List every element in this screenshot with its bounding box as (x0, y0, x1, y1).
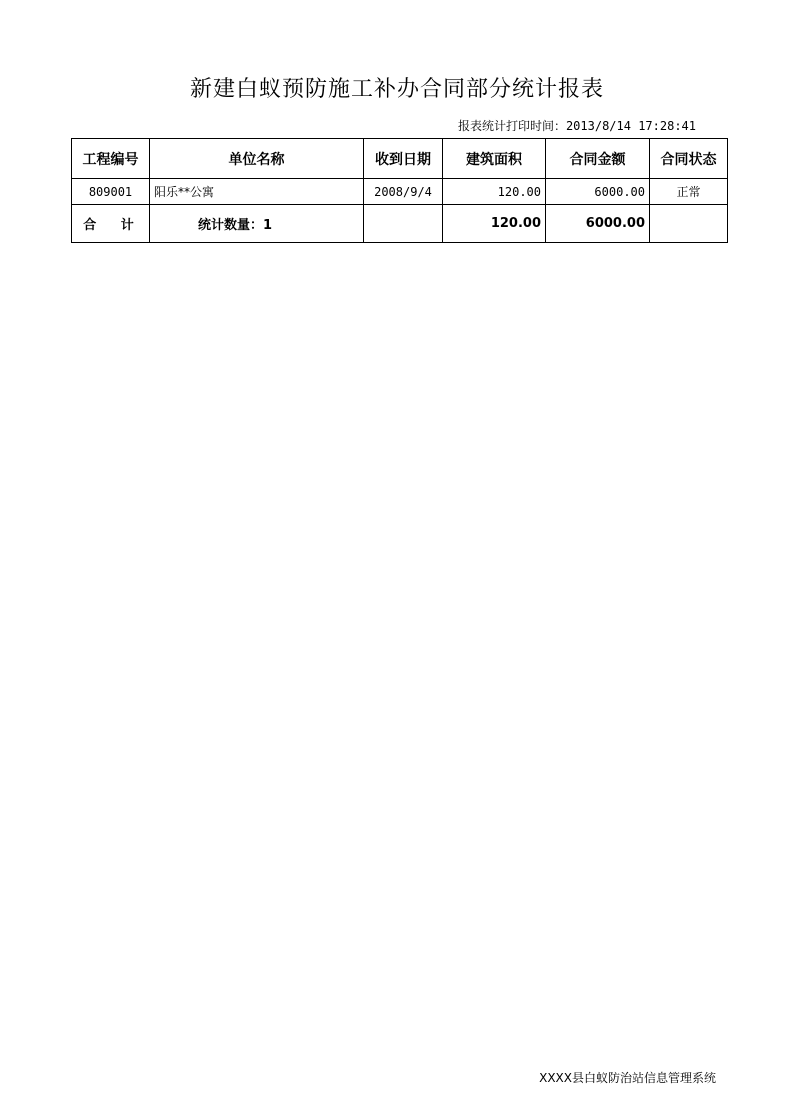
total-row (72, 205, 728, 243)
report-title: 新建白蚁预防施工补办合同部分统计报表 (189, 77, 604, 102)
print-timestamp: 报表统计打印时间：2013/8/14 17:28:41 (457, 119, 696, 133)
total-area: 120.00 (443, 205, 546, 243)
total-status-empty-cell (650, 205, 728, 243)
header-unit-name: 单位名称 (150, 139, 364, 179)
footer-system-name: XXXX县白蚁防治站信息管理系统 (539, 1071, 716, 1085)
cell-building-area: 120.00 (443, 179, 546, 205)
table-row (72, 179, 728, 205)
table-header-row (72, 139, 728, 179)
header-building-area: 建筑面积 (443, 139, 546, 179)
cell-received-date: 2008/9/4 (364, 179, 443, 205)
header-project-no: 工程编号 (72, 139, 150, 179)
cell-unit-name: 阳乐**公寓 (150, 179, 364, 205)
total-label: 合 计 (72, 205, 150, 243)
cell-contract-status: 正常 (650, 179, 728, 205)
total-empty-cell (364, 205, 443, 243)
cell-contract-amount: 6000.00 (546, 179, 650, 205)
header-contract-amount: 合同金额 (546, 139, 650, 179)
header-contract-status: 合同状态 (650, 139, 728, 179)
total-count: 统计数量：1 (150, 205, 364, 243)
statistics-table (71, 138, 728, 243)
cell-project-no: 809001 (72, 179, 150, 205)
total-amount: 6000.00 (546, 205, 650, 243)
header-received-date: 收到日期 (364, 139, 443, 179)
